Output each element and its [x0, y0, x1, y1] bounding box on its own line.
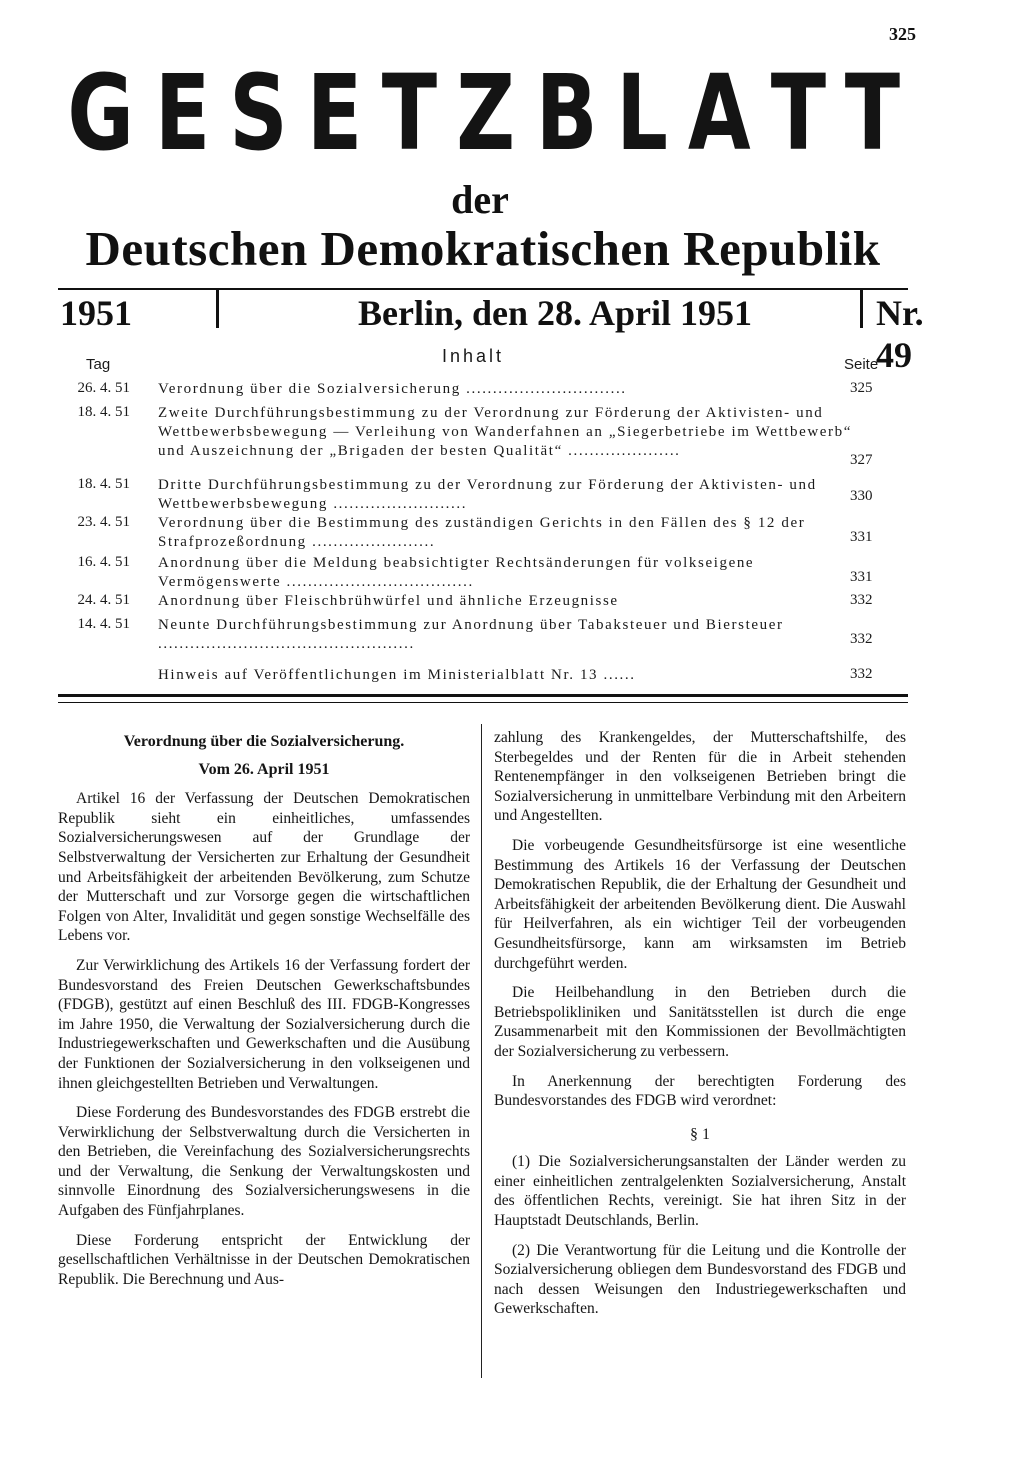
masthead-der: der: [451, 177, 509, 222]
masthead-letter: L: [616, 52, 669, 174]
article-paragraph: zahlung des Krankengeldes, der Mutterschaftshilfe, des Sterbegeldes und der Renten für die in Arbeit stehenden Rentenempfänger in den volkseigenen Betrieben bringt die Sozialversicherung in unmittelbare Verbindung mit den Arbeitern und Angestellten.: [494, 729, 906, 825]
article-paragraph: Diese Forderung des Bundesvorstandes des FDGB erstrebt die Verwirklichung der Selbstverwaltung durch die Versicherten in den Betrieben, die Vereinfachung des Sozialversicherungsrechts und der Verwaltung, die Senkung der Verwaltungskosten und sinnvolle Einordnung des Sozialversicherungswesens in die Aufgaben des Fünfjahrplanes.: [58, 1104, 470, 1220]
toc-note-text: Hinweis auf Veröffentlichungen im Ministerialblatt Nr. 13 ......: [158, 667, 636, 683]
article-paragraph: In Anerkennung der berechtigten Forderung des Bundesvorstandes des FDGB wird verordnet:: [494, 1072, 906, 1110]
section-mark: § 1: [690, 1125, 710, 1143]
masthead-letter: E: [154, 52, 210, 174]
toc-entry-title: Anordnung über Fleischbrühwürfel und ähnliche Erzeugnisse: [158, 593, 619, 609]
toc-entry-title: Zweite Durchführungsbestimmung zu der Verordnung zur Förderung der Aktivisten- und Wettbewerbsbewegung — Verleihung von Wanderfahnen an „Siegerbetriebe im Wettbewerb“ und Auszeichnung der „Brigaden der besten Qualität“ .....................: [158, 405, 852, 459]
toc-entry-date: 16. 4. 51: [77, 554, 130, 570]
toc-entry-date: 18. 4. 51: [77, 476, 130, 492]
article-paragraph: (1) Die Sozialversicherungsanstalten der Länder werden zu einer einheitlichen zentralgelenkten Sozialversicherung, Anstalt des öffentlichen Rechts, vereinigt. Sie hat ihren Sitz in der Hauptstadt Deutschlands, Berlin.: [494, 1153, 906, 1230]
page-number: 325: [889, 24, 916, 44]
issue-bar-rule: [58, 288, 908, 290]
masthead-letter: E: [307, 52, 363, 174]
toc-entry-page: 332: [850, 592, 873, 608]
toc-entry-page: 331: [850, 569, 873, 585]
toc-entry-title: Anordnung über die Meldung beabsichtigter Rechtsänderungen für volkseigene Vermögenswerte ...................................: [158, 555, 755, 590]
toc-note-page: 332: [850, 666, 873, 682]
masthead-republic: Deutschen Demokratischen Republik: [85, 221, 881, 276]
masthead-title: [58, 52, 908, 174]
toc-entry-title: Verordnung über die Sozialversicherung ..............................: [158, 381, 627, 397]
toc-entry-title: Verordnung über die Bestimmung des zuständigen Gerichts in den Fällen des § 12 der Strafprozeßordnung .......................: [158, 515, 806, 550]
toc-entry-page: 332: [850, 631, 873, 647]
masthead-letter: A: [687, 52, 751, 174]
issue-bar-divider: [860, 288, 863, 328]
issue-number: Nr. 49: [876, 293, 924, 375]
masthead-letter: T: [770, 52, 826, 174]
toc-entry-date: 18. 4. 51: [77, 404, 130, 420]
toc-entry-date: 23. 4. 51: [77, 514, 130, 530]
article-column-left: [58, 732, 470, 1299]
article-column-right: [494, 728, 906, 1329]
toc-header-contents: Inhalt: [442, 346, 505, 366]
masthead-letter: T: [381, 52, 437, 174]
toc-entry-title: Neunte Durchführungsbestimmung zur Anordnung über Tabaksteuer und Biersteuer ................................................: [158, 617, 784, 652]
toc-entry-page: 327: [850, 452, 873, 468]
toc-entry-page: 325: [850, 380, 873, 396]
masthead-letter: G: [67, 52, 134, 174]
issue-date: Berlin, den 28. April 1951: [358, 293, 753, 333]
section-rule: [58, 702, 908, 703]
article-paragraph: Zur Verwirklichung des Artikels 16 der Verfassung fordert der Bundesvorstand des Freien Deutschen Gewerkschaftsbundes (FDGB), gestützt auf einen Beschluß des III. FDGB-Kongresses im Jahre 1950, die Verwaltung der Sozialversicherung durch die Industriegewerkschaften und Gewerkschaften und die Ausübung der Funktionen der Sozialversicherung in den volkseigenen und ihnen gleichgestellten Betrieben und Verwaltungen.: [58, 956, 470, 1092]
masthead-letter: S: [229, 52, 288, 174]
article-date: Vom 26. April 1951: [198, 760, 330, 778]
toc-entry-date: 26. 4. 51: [77, 380, 130, 396]
toc-entry-page: 331: [850, 529, 873, 545]
column-divider: [481, 724, 482, 1378]
article-paragraph: Diese Forderung entspricht der Entwicklung der gesellschaftlichen Verhältnisse in der Deutschen Demokratischen Republik. Die Berechnung und Aus-: [58, 1231, 470, 1288]
article-paragraph: Artikel 16 der Verfassung der Deutschen Demokratischen Republik sieht ein einheitliches, umfassendes Sozialversicherungswesen auf der Grundlage der Selbstverwaltung der Versicherten zur Erhaltung der Gesundheit und Arbeitsfähigkeit der arbeitenden Bevölkerung, zum Schutze der Mutterschaft und zur Vorsorge gegen die wirtschaftlichen Folgen von Alter, Invalidität und gegen sonstige Wechselfälle des Lebens vor.: [58, 790, 470, 945]
issue-year: 1951: [60, 293, 132, 333]
toc-entry-date: 24. 4. 51: [77, 592, 130, 608]
article-paragraph: Die Heilbehandlung in den Betrieben durch die Betriebspolikliniken und Sanitätsstellen ist durch die enge Zusammenarbeit mit den Kommissionen der Bevollmächtigten der Sozialversicherung zu verbessern.: [494, 984, 906, 1060]
article-title: Verordnung über die Sozialversicherung.: [123, 733, 405, 750]
toc-entry-date: 14. 4. 51: [77, 616, 130, 632]
toc-entry-title: Dritte Durchführungsbestimmung zu der Verordnung zur Förderung der Aktivisten- und Wettbewerbsbewegung .........................: [158, 477, 817, 512]
masthead-letter: T: [844, 52, 901, 174]
article-paragraph: (2) Die Verantwortung für die Leitung und die Kontrolle der Sozialversicherung obliegen dem Bundesvorstand des FDGB und nach dessen Weisungen den Industriegewerkschaften und Gewerkschaften.: [494, 1241, 906, 1318]
toc-header-page: Seite: [844, 356, 879, 373]
article-paragraph: Die vorbeugende Gesundheitsfürsorge ist eine wesentliche Bestimmung des Artikels 16 der Verfassung der Deutschen Demokratischen Republik, die der Erhaltung der Gesundheit und Arbeitsfähigkeit der arbeitenden Bevölkerung dient. Die Auswahl für Heilverfahren, als ein wichtiger Teil der vorbeugenden Gesundheitsfürsorge, kann am wirksamsten im Betrieb durchgeführt werden.: [494, 836, 906, 972]
toc-header-day: Tag: [86, 356, 111, 373]
toc-entry-page: 330: [850, 488, 873, 504]
masthead-letter: Z: [456, 52, 516, 174]
issue-bar-divider: [216, 288, 219, 328]
section-rule: [58, 694, 908, 697]
masthead-letter: B: [535, 52, 598, 174]
